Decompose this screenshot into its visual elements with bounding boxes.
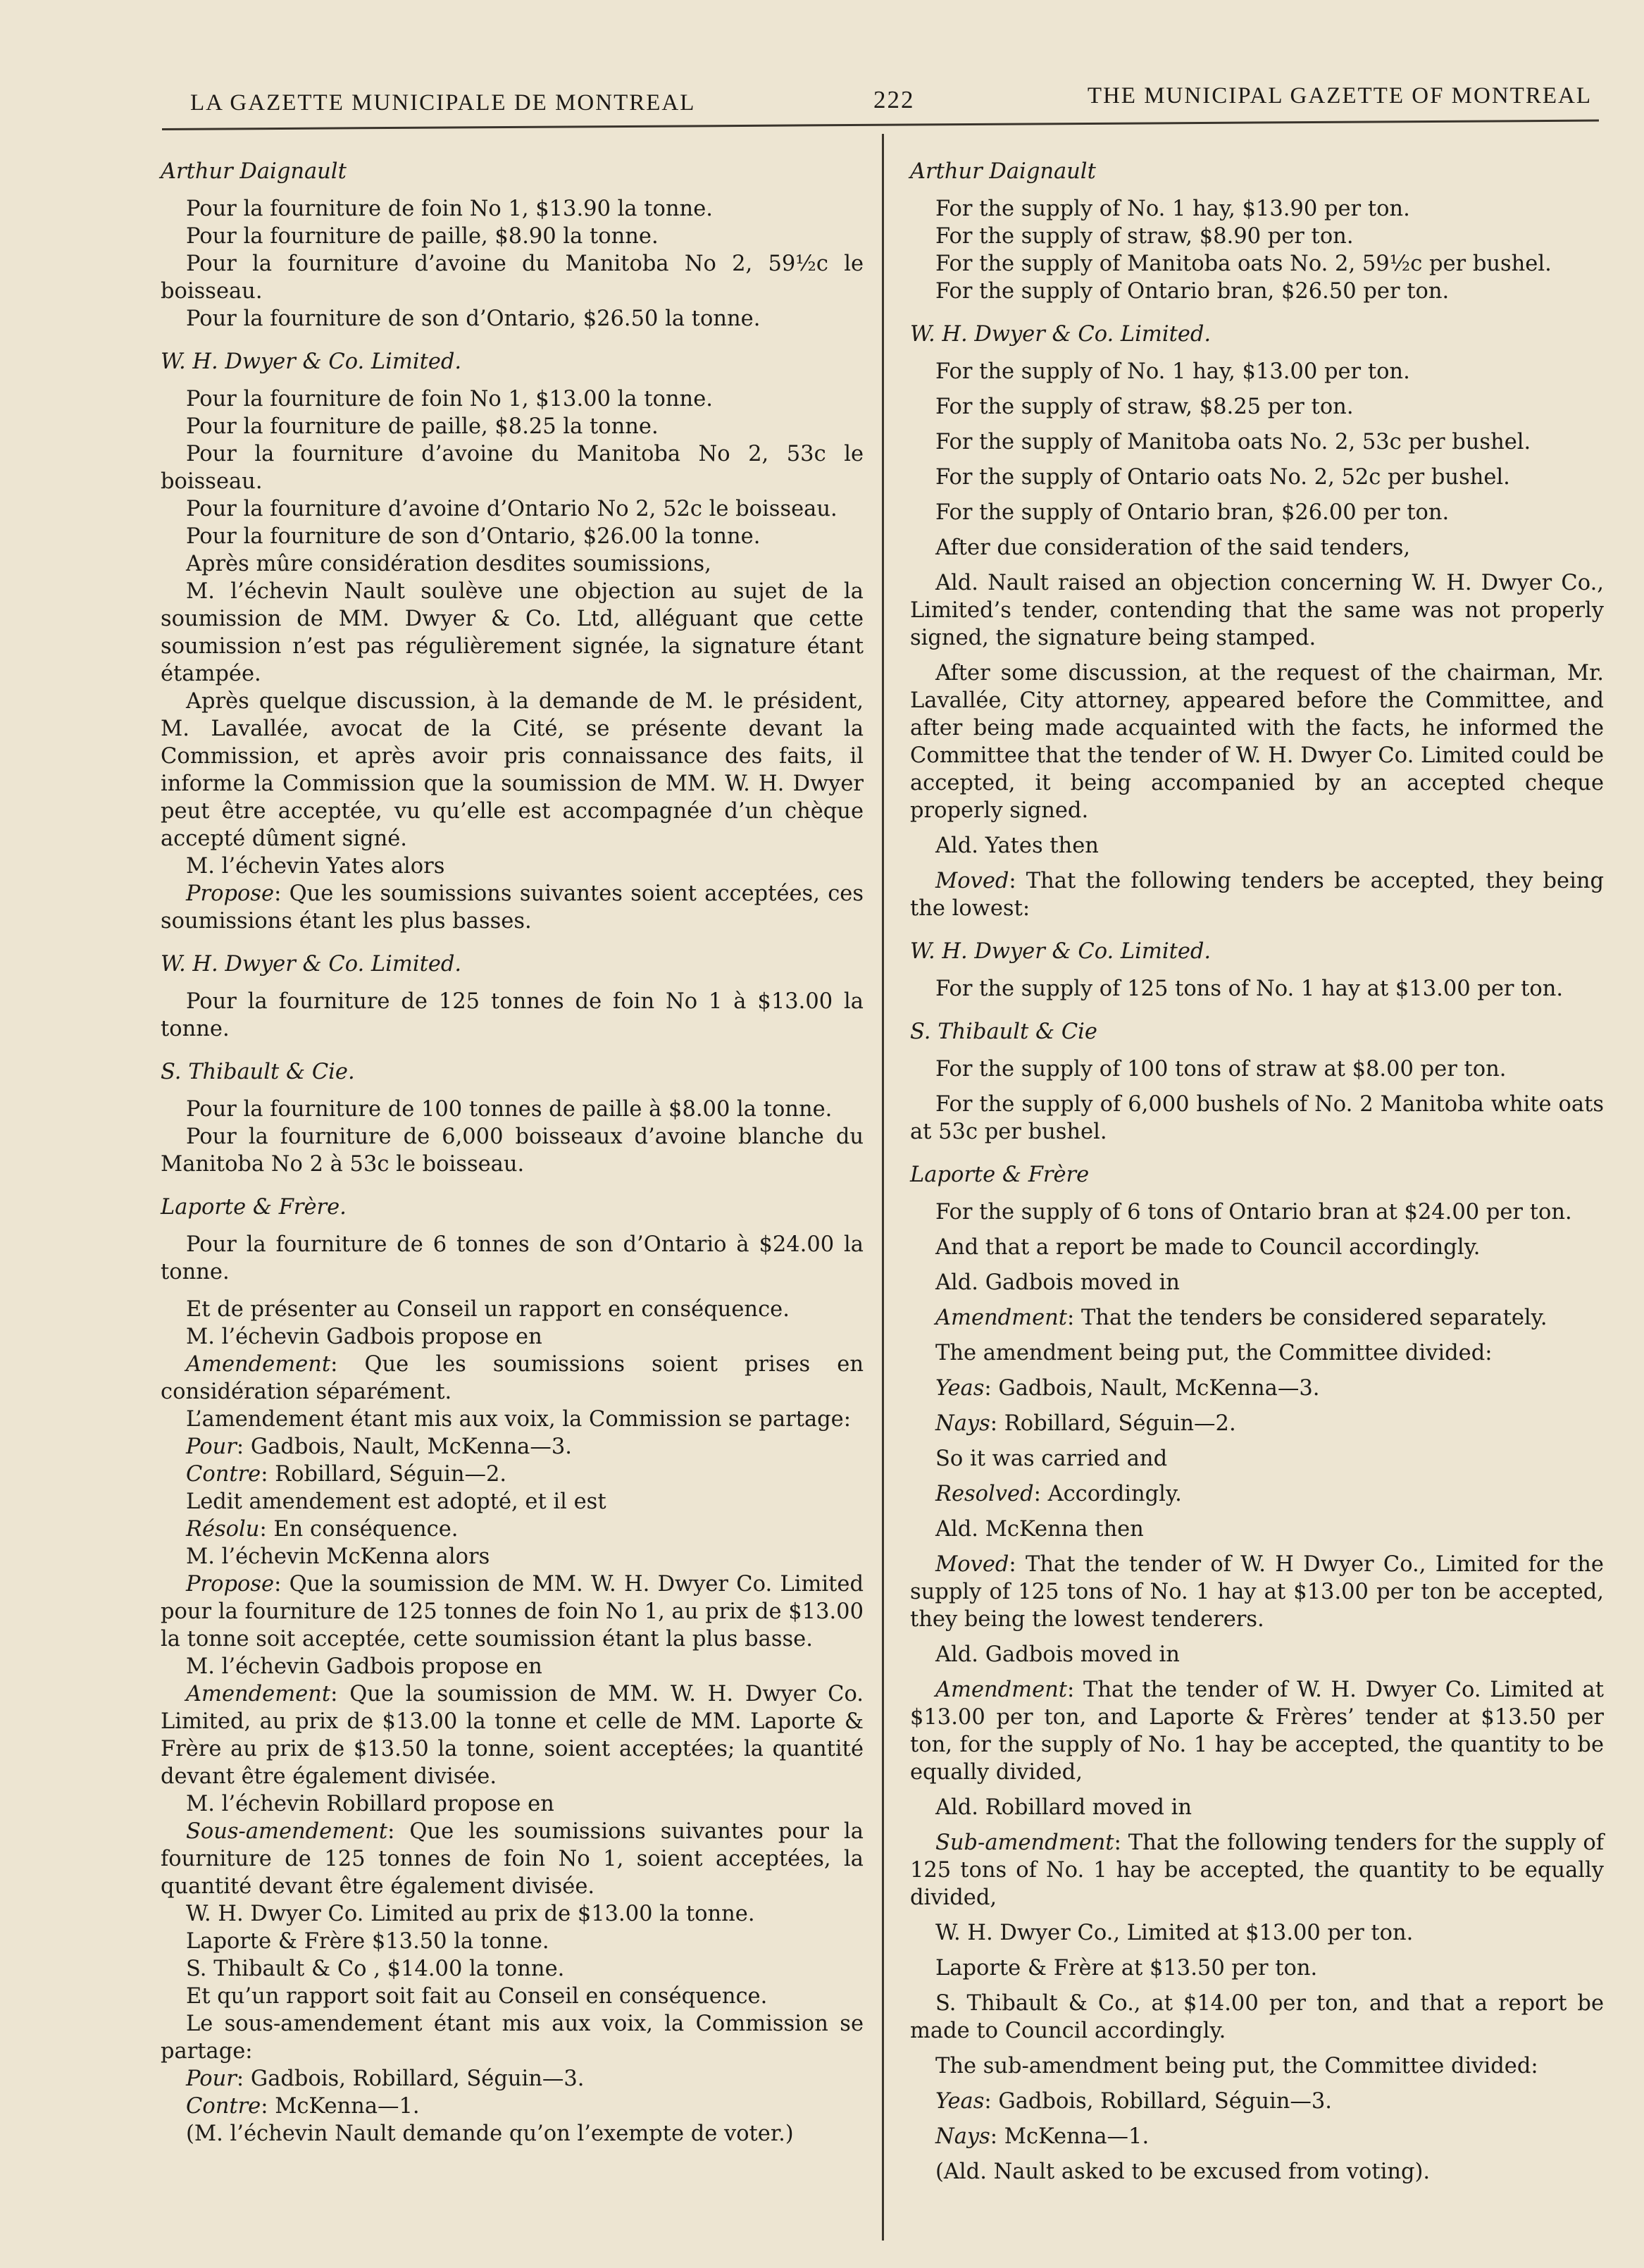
- paragraph: After due consideration of the said tenders,: [935, 535, 1411, 560]
- paragraph: [161, 1433, 864, 1461]
- paragraph: Pour la fourniture de 125 tonnes de foin No 1 à $13.00 la tonne.: [161, 989, 864, 1041]
- motion-label: Résolu: [186, 1517, 260, 1542]
- motion-label: Amendement: [186, 1682, 331, 1706]
- paragraph: Ald. McKenna then: [935, 1517, 1144, 1542]
- paragraph: For the supply of 100 tons of straw at $8.00 per ton.: [935, 1057, 1507, 1082]
- paragraph: Le sous-amendement étant mis aux voix, la Commission se partage:: [161, 2012, 864, 2064]
- paragraph: M. l’échevin Gadbois propose en: [186, 1325, 542, 1349]
- paragraph: Pour la fourniture d’avoine d’Ontario No 2, 52c le boisseau.: [186, 497, 837, 521]
- motion-label: Contre: [186, 1462, 261, 1487]
- paragraph-text: : Gadbois, Nault, McKenna—3.: [984, 1376, 1320, 1401]
- paragraph: [161, 2093, 864, 2120]
- paragraph-text: : En conséquence.: [259, 1517, 459, 1542]
- paragraph: For the supply of Manitoba oats No. 2, 53c per bushel.: [935, 430, 1531, 454]
- tenderer-heading: S. Thibault & Cie.: [161, 1060, 355, 1084]
- paragraph: [161, 1461, 864, 1488]
- paragraph-text: : Que les soumissions suivantes soient acceptées, ces soumissions étant les plus basses.: [161, 881, 864, 934]
- paragraph: Laporte & Frère $13.50 la tonne.: [186, 1929, 549, 1954]
- paragraph: S. Thibault & Co., at $14.00 per ton, and that a report be made to Council accordingly.: [910, 1991, 1604, 2043]
- motion-label: Nays: [935, 2124, 990, 2149]
- paragraph-text: : McKenna—1.: [990, 2124, 1150, 2149]
- paragraph: Et de présenter au Conseil un rapport en conséquence.: [186, 1297, 790, 1322]
- paragraph: [910, 1551, 1604, 1633]
- paragraph: M. l’échevin McKenna alors: [186, 1544, 490, 1569]
- paragraph: For the supply of 125 tons of No. 1 hay at $13.00 per ton.: [935, 977, 1564, 1001]
- motion-label: Moved: [935, 1552, 1009, 1577]
- paragraph: Pour la fourniture de paille, $8.25 la tonne.: [186, 414, 659, 439]
- running-header: [190, 83, 1592, 125]
- motion-label: Amendment: [935, 1306, 1068, 1330]
- motion-label: Pour: [186, 1434, 237, 1459]
- paragraph: Pour la fourniture de 100 tonnes de paille à $8.00 la tonne.: [186, 1097, 833, 1122]
- page-number: 222: [873, 86, 915, 113]
- paragraph-text: : Que la soumission de MM. W. H. Dwyer Co. Limited pour la fourniture de 125 tonnes de foin No 1, au prix de $13.00 la tonne soit acceptée, cette soumission étant la plus basse.: [161, 1572, 864, 1652]
- paragraph: Pour la fourniture d’avoine du Manitoba No 2, 59½c le boisseau.: [161, 252, 864, 304]
- motion-label: Pour: [186, 2066, 237, 2091]
- paragraph: Pour la fourniture de son d’Ontario, $26.00 la tonne.: [186, 524, 761, 549]
- paragraph: [910, 2123, 1604, 2150]
- paragraph-text: : Gadbois, Robillard, Séguin—3.: [984, 2089, 1333, 2114]
- paragraph: Pour la fourniture de 6,000 boisseaux d’avoine blanche du Manitoba No 2 à 53c le boisseau.: [161, 1124, 864, 1177]
- paragraph: [161, 1818, 864, 1900]
- motion-label: Contre: [186, 2094, 261, 2119]
- english-column: [910, 149, 1604, 2186]
- paragraph: For the supply of Ontario oats No. 2, 52c per bushel.: [935, 465, 1510, 490]
- paragraph: For the supply of straw, $8.90 per ton.: [935, 224, 1354, 249]
- motion-label: Amendement: [186, 1352, 331, 1377]
- paragraph-text: : That the tenders be considered separately.: [1067, 1306, 1548, 1330]
- paragraph: So it was carried and: [935, 1446, 1168, 1471]
- paragraph: L’amendement étant mis aux voix, la Commission se partage:: [186, 1407, 852, 1432]
- paragraph: Ald. Gadbois moved in: [935, 1642, 1180, 1667]
- paragraph: [161, 2065, 864, 2093]
- header-french-title: LA GAZETTE MUNICIPALE DE MONTREAL: [190, 90, 696, 116]
- paragraph: [910, 867, 1604, 922]
- paragraph: [910, 1410, 1604, 1437]
- paragraph: [910, 1304, 1604, 1332]
- paragraph: Ald. Robillard moved in: [935, 1795, 1192, 1820]
- motion-label: Amendment: [935, 1678, 1068, 1702]
- motion-label: Sous-amendement: [186, 1819, 388, 1844]
- paragraph-text: : Gadbois, Nault, McKenna—3.: [236, 1434, 572, 1459]
- motion-label: Propose: [186, 1572, 275, 1597]
- motion-label: Moved: [935, 869, 1009, 893]
- paragraph: S. Thibault & Co , $14.00 la tonne.: [186, 1957, 565, 1981]
- paragraph: [161, 1680, 864, 1790]
- paragraph: Pour la fourniture de foin No 1, $13.00 la tonne.: [186, 387, 713, 411]
- tenderer-heading: Arthur Daignault: [161, 159, 347, 184]
- tenderer-heading: Laporte & Frère: [910, 1163, 1090, 1187]
- paragraph: [161, 1516, 864, 1543]
- paragraph: (M. l’échevin Nault demande qu’on l’exempte de voter.): [186, 2121, 794, 2146]
- paragraph-text: : That the tender of W. H. Dwyer Co. Limited at $13.00 per ton, and Laporte & Frères’ tender at $13.50 per ton, for the supply of No. 1 hay be accepted, the quantity to be equally divided,: [910, 1678, 1604, 1785]
- motion-label: Nays: [935, 1411, 990, 1436]
- paragraph: [910, 1676, 1604, 1786]
- paragraph: For the supply of 6 tons of Ontario bran at $24.00 per ton.: [935, 1200, 1572, 1225]
- motion-label: Propose: [186, 881, 275, 906]
- paragraph-text: : Accordingly.: [1033, 1482, 1182, 1506]
- paragraph: After some discussion, at the request of the chairman, Mr. Lavallée, City attorney, appeared before the Committee, and after being made acquainted with the facts, he informed the Committee that the tender of W. H. Dwyer Co. Limited could be accepted, it being accompanied by an accepted cheque properly signed.: [910, 661, 1604, 823]
- paragraph-text: : McKenna—1.: [261, 2094, 420, 2119]
- paragraph: [910, 1480, 1604, 1508]
- paragraph: Ald. Nault raised an objection concerning W. H. Dwyer Co., Limited’s tender, contending that the same was not properly signed, the signature being stamped.: [910, 571, 1604, 650]
- paragraph: For the supply of straw, $8.25 per ton.: [935, 395, 1354, 419]
- paragraph: For the supply of Ontario bran, $26.00 per ton.: [935, 500, 1450, 525]
- paragraph: M. l’échevin Yates alors: [186, 854, 445, 879]
- paragraph: [161, 1570, 864, 1653]
- paragraph-text: : That the following tenders be accepted, they being the lowest:: [910, 869, 1604, 921]
- paragraph: For the supply of Manitoba oats No. 2, 59½c per bushel.: [935, 252, 1552, 276]
- paragraph-text: : That the tender of W. H Dwyer Co., Limited for the supply of 125 tons of No. 1 hay at $13.00 per ton be accepted, they being the lowest tenderers.: [910, 1552, 1604, 1632]
- paragraph: For the supply of No. 1 hay, $13.90 per ton.: [935, 197, 1410, 221]
- paragraph: [161, 880, 864, 935]
- paragraph: Après quelque discussion, à la demande de M. le président, M. Lavallée, avocat de la Cité, se présente devant la Commission, et après avoir pris connaissance des faits, il informe la Commission que la soumission de MM. W. H. Dwyer peut être acceptée, vu qu’elle est accompagnée d’un chèque accepté dûment signé.: [161, 689, 864, 851]
- paragraph: Et qu’un rapport soit fait au Conseil en conséquence.: [186, 1984, 768, 2009]
- paragraph: [161, 1351, 864, 1406]
- tenderer-heading: W. H. Dwyer & Co. Limited.: [910, 939, 1212, 964]
- motion-label: Yeas: [935, 1376, 985, 1401]
- paragraph: M. l’échevin Gadbois propose en: [186, 1654, 542, 1679]
- paragraph: W. H. Dwyer Co., Limited at $13.00 per ton.: [935, 1921, 1414, 1945]
- motion-label: Resolved: [935, 1482, 1034, 1506]
- paragraph-text: : Que les soumissions soient prises en considération séparément.: [161, 1352, 864, 1404]
- paragraph: (Ald. Nault asked to be excused from voting).: [935, 2159, 1431, 2184]
- paragraph-text: : Gadbois, Robillard, Séguin—3.: [236, 2066, 585, 2091]
- paragraph: The sub-amendment being put, the Committee divided:: [935, 2054, 1538, 2078]
- tenderer-heading: W. H. Dwyer & Co. Limited.: [161, 349, 462, 374]
- paragraph: For the supply of No. 1 hay, $13.00 per ton.: [935, 359, 1410, 384]
- paragraph: Ledit amendement est adopté, et il est: [186, 1489, 606, 1514]
- french-column: [161, 149, 864, 2148]
- tenderer-heading: W. H. Dwyer & Co. Limited.: [910, 322, 1212, 347]
- paragraph: Pour la fourniture de foin No 1, $13.90 la tonne.: [186, 197, 713, 221]
- paragraph: [910, 2088, 1604, 2115]
- header-english-title: THE MUNICIPAL GAZETTE OF MONTREAL: [1087, 83, 1592, 109]
- paragraph: Ald. Gadbois moved in: [935, 1270, 1180, 1295]
- paragraph: Pour la fourniture de son d’Ontario, $26.50 la tonne.: [186, 306, 761, 331]
- column-divider: [882, 134, 884, 2241]
- paragraph: [910, 1375, 1604, 1402]
- paragraph: M. l’échevin Nault soulève une objection au sujet de la soumission de MM. Dwyer & Co. Ltd, alléguant que cette soumission n’est pas régulièrement signée, la signature étant étampée.: [161, 579, 864, 686]
- paragraph: For the supply of Ontario bran, $26.50 per ton.: [935, 279, 1450, 304]
- paragraph: Laporte & Frère at $13.50 per ton.: [935, 1956, 1318, 1981]
- paragraph: Ald. Yates then: [935, 834, 1099, 858]
- paragraph: And that a report be made to Council accordingly.: [935, 1235, 1481, 1260]
- tenderer-heading: W. H. Dwyer & Co. Limited.: [161, 952, 462, 977]
- paragraph: [910, 1829, 1604, 1911]
- paragraph: For the supply of 6,000 bushels of No. 2 Manitoba white oats at 53c per bushel.: [910, 1092, 1604, 1144]
- motion-label: Sub-amendment: [935, 1830, 1114, 1855]
- paragraph: Pour la fourniture d’avoine du Manitoba No 2, 53c le boisseau.: [161, 442, 864, 494]
- paragraph: Après mûre considération desdites soumissions,: [186, 552, 711, 576]
- paragraph-text: : Que la soumission de MM. W. H. Dwyer Co. Limited, au prix de $13.00 la tonne et celle de MM. Laporte & Frère au prix de $13.50 la tonne, soient acceptées; la quantité devant être également divisée.: [161, 1682, 864, 1789]
- paragraph: Pour la fourniture de 6 tonnes de son d’Ontario à $24.00 la tonne.: [161, 1232, 864, 1284]
- tenderer-heading: S. Thibault & Cie: [910, 1020, 1097, 1044]
- motion-label: Yeas: [935, 2089, 985, 2114]
- paragraph-text: : That the following tenders for the supply of 125 tons of No. 1 hay be accepted, the quantity to be equally divided,: [910, 1830, 1604, 1910]
- paragraph-text: : Robillard, Séguin—2.: [261, 1462, 507, 1487]
- paragraph: The amendment being put, the Committee divided:: [935, 1341, 1493, 1365]
- paragraph: Pour la fourniture de paille, $8.90 la tonne.: [186, 224, 659, 249]
- paragraph-text: : Robillard, Séguin—2.: [990, 1411, 1236, 1436]
- paragraph: M. l’échevin Robillard propose en: [186, 1792, 554, 1816]
- tenderer-heading: Laporte & Frère.: [161, 1195, 347, 1220]
- tenderer-heading: Arthur Daignault: [910, 159, 1096, 184]
- paragraph-text: : Que les soumissions suivantes pour la fourniture de 125 tonnes de foin No 1, soient acceptées, la quantité devant être également divisée.: [161, 1819, 864, 1899]
- paragraph: W. H. Dwyer Co. Limited au prix de $13.00 la tonne.: [186, 1902, 755, 1926]
